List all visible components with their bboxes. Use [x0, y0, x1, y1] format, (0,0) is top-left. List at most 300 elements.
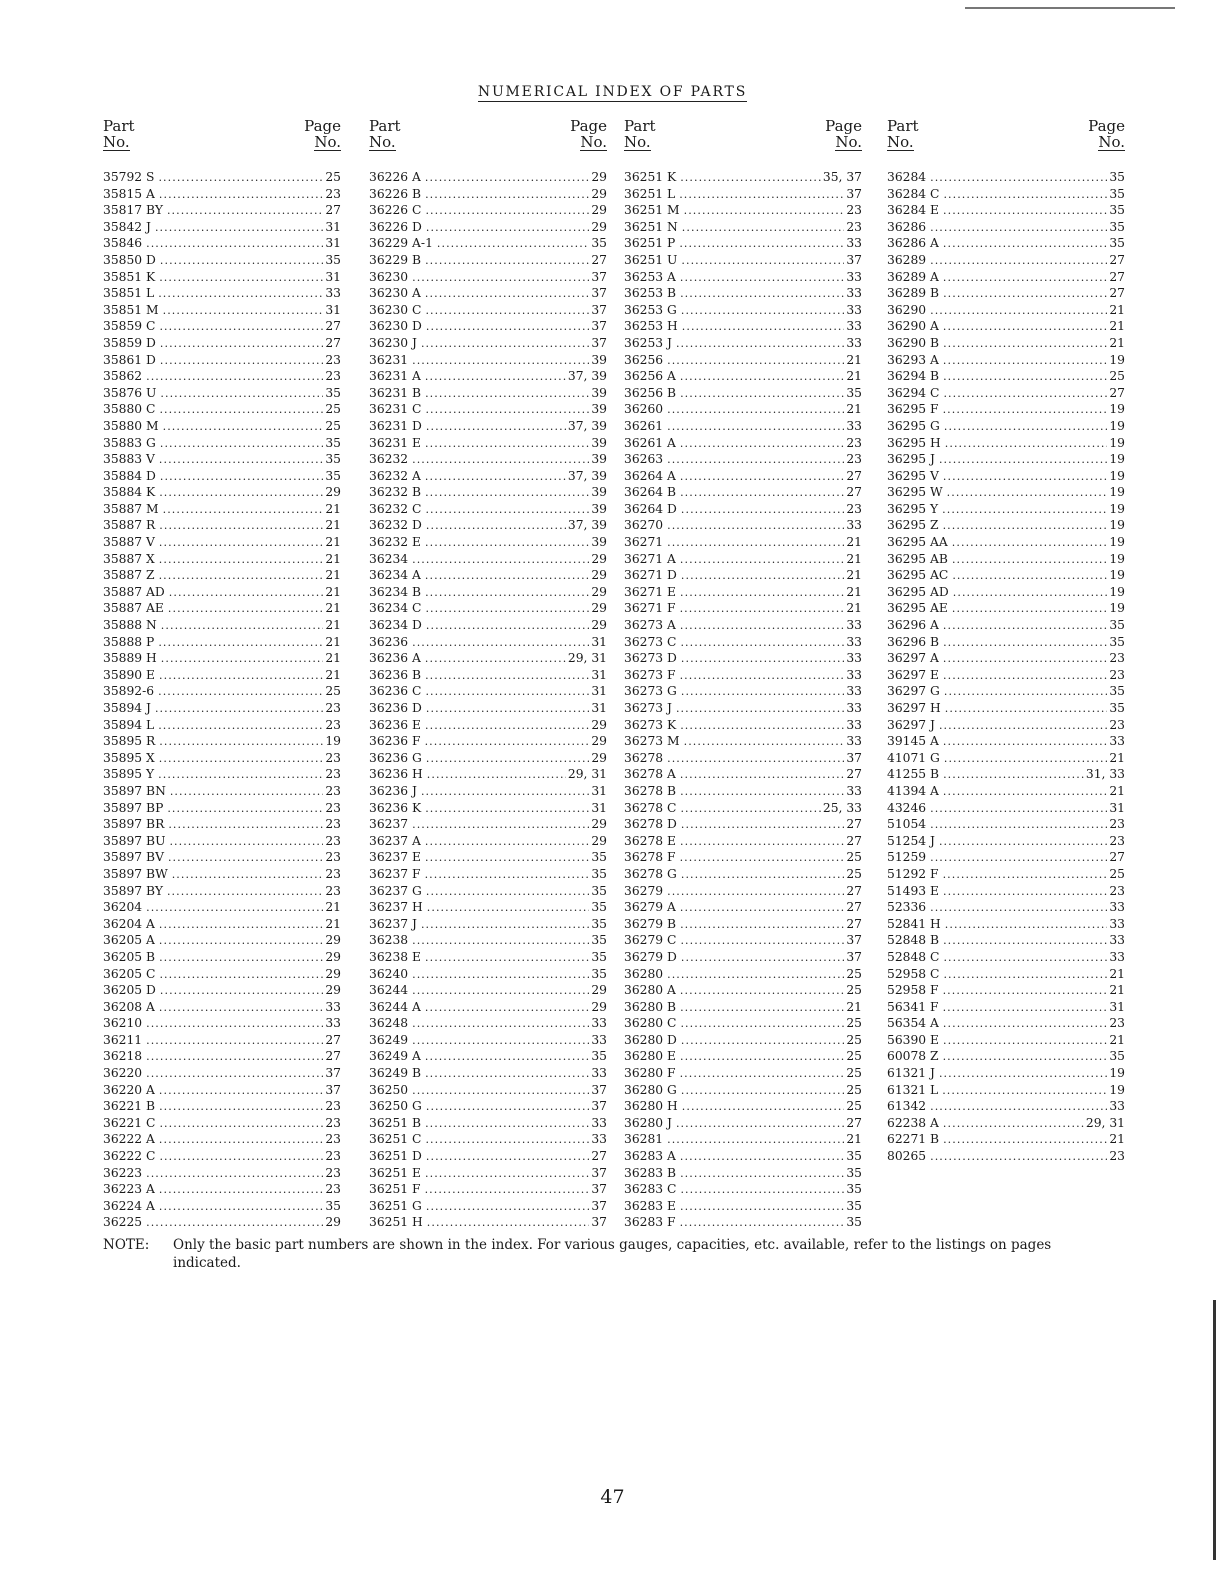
page-number: 47	[600, 1486, 625, 1508]
part-number: 36278 D	[624, 817, 677, 832]
index-entry	[887, 285, 1125, 302]
footnote	[103, 1236, 1103, 1272]
index-entry	[887, 1131, 1125, 1148]
part-number: 36236 C	[369, 684, 422, 699]
page-reference: 29, 31	[1085, 1115, 1125, 1130]
part-number: 35859 C	[103, 319, 156, 334]
index-entry	[624, 484, 862, 501]
part-number: 36284 C	[887, 186, 940, 201]
dot-leader	[680, 1198, 844, 1215]
page-reference: 33	[846, 269, 862, 284]
part-number: 36286	[887, 219, 927, 234]
index-entry	[887, 667, 1125, 684]
index-entry	[887, 202, 1125, 219]
page-reference: 25	[846, 1016, 862, 1031]
index-entry	[624, 932, 862, 949]
index-entry	[887, 883, 1125, 900]
page-reference: 19	[1109, 402, 1125, 417]
dot-leader	[680, 766, 844, 783]
page-reference: 21	[325, 535, 341, 550]
page-reference: 19	[1109, 518, 1125, 533]
index-entry	[369, 750, 607, 767]
index-entry	[624, 235, 862, 252]
dot-leader	[680, 717, 844, 734]
part-header-sub: No.	[624, 133, 651, 151]
index-entry	[624, 1065, 862, 1082]
index-entry	[369, 352, 607, 369]
dot-leader	[158, 169, 323, 186]
page-reference: 27	[325, 1049, 341, 1064]
dot-leader	[680, 999, 844, 1016]
dot-leader	[425, 252, 589, 269]
part-number: 36240	[369, 966, 409, 981]
dot-leader	[412, 932, 589, 949]
dot-leader	[680, 833, 844, 850]
page-reference: 19	[1109, 551, 1125, 566]
part-number: 35817 BY	[103, 203, 163, 218]
dot-leader	[943, 866, 1108, 883]
part-number: 35887 V	[103, 535, 155, 550]
part-number: 36223	[103, 1165, 143, 1180]
dot-leader	[953, 584, 1108, 601]
page-reference: 31, 33	[1085, 767, 1125, 782]
dot-leader	[676, 700, 844, 717]
page-reference: 39	[591, 402, 607, 417]
dot-leader	[146, 235, 323, 252]
part-number: 36280	[624, 966, 664, 981]
page-reference: 23	[325, 767, 341, 782]
dot-leader	[943, 783, 1107, 800]
index-entry	[369, 1181, 607, 1198]
dot-leader	[146, 1165, 323, 1182]
page-reference: 29	[591, 750, 607, 765]
part-number: 36236 K	[369, 800, 422, 815]
index-entry	[624, 783, 862, 800]
dot-leader	[170, 783, 324, 800]
page-reference: 29	[325, 983, 341, 998]
part-number: 36251 B	[369, 1115, 422, 1130]
dot-leader	[426, 1148, 589, 1165]
part-number: 35815 A	[103, 186, 155, 201]
index-entry	[103, 999, 341, 1016]
index-entry	[369, 1165, 607, 1182]
part-number: 35897 BV	[103, 850, 164, 865]
dot-leader	[159, 999, 323, 1016]
page-reference: 35	[591, 866, 607, 881]
dot-leader	[426, 517, 566, 534]
dot-leader	[939, 451, 1107, 468]
part-number: 36297 H	[887, 701, 941, 715]
part-number: 35850 D	[103, 252, 156, 267]
part-number: 35884 D	[103, 468, 156, 483]
dot-leader	[930, 800, 1107, 817]
part-number: 36231 D	[369, 418, 422, 433]
page-reference: 21	[325, 618, 341, 633]
part-number: 36236 H	[369, 767, 423, 782]
index-entry	[103, 584, 341, 601]
page-reference: 35	[325, 385, 341, 400]
index-entry	[103, 551, 341, 568]
page-reference: 31	[591, 667, 607, 682]
dot-leader	[159, 186, 323, 203]
part-number: 36273 M	[624, 734, 680, 749]
part-number: 35883 V	[103, 452, 155, 467]
page-reference: 25	[846, 850, 862, 865]
index-entry	[887, 368, 1125, 385]
part-number: 36210	[103, 1016, 143, 1031]
part-number: 36294 B	[887, 369, 940, 384]
index-entry	[624, 750, 862, 767]
index-entry	[369, 1131, 607, 1148]
page-reference: 35	[1109, 219, 1125, 234]
dot-leader	[163, 302, 324, 319]
dot-leader	[159, 534, 323, 551]
page-reference: 21	[1109, 783, 1125, 798]
index-entry	[624, 899, 862, 916]
index-entry	[887, 1032, 1125, 1049]
dot-leader	[680, 982, 844, 999]
page-reference: 31	[591, 701, 607, 715]
dot-leader	[159, 733, 323, 750]
page-reference: 23	[325, 1115, 341, 1130]
page-reference: 37	[591, 335, 607, 350]
page-reference: 35	[1109, 634, 1125, 649]
index-entry	[103, 883, 341, 900]
part-number: 62238 A	[887, 1115, 939, 1130]
page-reference: 39	[591, 435, 607, 450]
dot-leader	[146, 899, 323, 916]
dot-leader	[667, 517, 844, 534]
page-reference: 23	[325, 352, 341, 367]
part-number: 36297 J	[887, 717, 935, 732]
dot-leader	[680, 1048, 844, 1065]
index-entry	[887, 169, 1125, 186]
part-number: 36271 E	[624, 584, 677, 599]
page-reference: 27	[846, 916, 862, 931]
index-entry	[624, 1148, 862, 1165]
dot-leader	[945, 435, 1108, 452]
part-number: 36280 G	[624, 1082, 677, 1097]
index-entry	[887, 385, 1125, 402]
dot-leader	[943, 385, 1107, 402]
dot-leader	[426, 318, 589, 335]
page-reference: 33	[846, 286, 862, 301]
page-reference: 19	[1109, 501, 1125, 516]
page-reference: 37	[591, 286, 607, 301]
page-header-label: Page	[825, 117, 862, 135]
part-no-header	[624, 118, 656, 151]
page-reference: 21	[325, 900, 341, 915]
dot-leader	[667, 534, 844, 551]
part-number: 35883 G	[103, 435, 156, 450]
index-entry	[369, 202, 607, 219]
dot-leader	[930, 169, 1107, 186]
index-entry	[624, 982, 862, 999]
index-entry	[624, 169, 862, 186]
page-reference: 29	[325, 966, 341, 981]
dot-leader	[952, 534, 1108, 551]
part-number: 36295 J	[887, 452, 935, 467]
index-entry	[887, 766, 1125, 783]
dot-leader	[425, 484, 589, 501]
part-number: 36295 G	[887, 418, 940, 433]
dot-leader	[159, 932, 323, 949]
index-entry	[103, 451, 341, 468]
dot-leader	[943, 285, 1107, 302]
index-entry	[887, 634, 1125, 651]
page-reference: 25	[1109, 369, 1125, 384]
page-reference: 37	[325, 1066, 341, 1081]
dot-leader	[930, 849, 1107, 866]
part-number: 36297 A	[887, 651, 939, 666]
index-entry	[103, 269, 341, 286]
part-number: 36295 AB	[887, 551, 948, 566]
dot-leader	[427, 1214, 590, 1231]
index-entry	[624, 916, 862, 933]
page-reference: 19	[1109, 601, 1125, 616]
dot-leader	[930, 302, 1107, 319]
dot-leader	[943, 1015, 1107, 1032]
page-reference: 25	[325, 684, 341, 699]
page-reference: 21	[325, 584, 341, 599]
page-reference: 35	[325, 435, 341, 450]
page-reference: 21	[1109, 966, 1125, 981]
part-number: 35887 R	[103, 518, 156, 533]
dot-leader	[160, 385, 323, 402]
part-number: 35880 C	[103, 402, 156, 417]
part-number: 36283 C	[624, 1182, 677, 1197]
index-entry	[369, 1032, 607, 1049]
page-reference: 33	[591, 1066, 607, 1081]
page-reference: 19	[1109, 1066, 1125, 1081]
page-reference: 35	[591, 236, 607, 251]
part-number: 35887 X	[103, 551, 155, 566]
page-reference: 33	[846, 236, 862, 251]
index-entry	[369, 1115, 607, 1132]
page-reference: 35	[1109, 203, 1125, 218]
part-header-label: Part	[369, 117, 401, 135]
page-reference: 23	[1109, 817, 1125, 832]
index-entry	[887, 700, 1125, 717]
page-reference: 35	[1109, 186, 1125, 201]
page-reference: 37	[591, 1198, 607, 1213]
dot-leader	[680, 1214, 845, 1231]
part-number: 35894 L	[103, 717, 155, 732]
page-reference: 37	[846, 252, 862, 267]
page-reference: 25	[846, 966, 862, 981]
page-reference: 21	[846, 584, 862, 599]
index-entry	[887, 866, 1125, 883]
part-number: 36234	[369, 551, 409, 566]
dot-leader	[425, 169, 589, 186]
dot-leader	[159, 401, 323, 418]
part-number: 35792 S	[103, 170, 155, 184]
part-number: 35897 BU	[103, 833, 166, 848]
part-number: 36280 H	[624, 1099, 678, 1114]
dot-leader	[425, 401, 589, 418]
entry-list	[369, 169, 607, 1231]
dot-leader	[680, 468, 844, 485]
dot-leader	[943, 368, 1107, 385]
dot-leader	[158, 766, 323, 783]
page-reference: 21	[325, 501, 341, 516]
page-reference: 25	[846, 866, 862, 881]
page-reference: 31	[591, 684, 607, 699]
dot-leader	[667, 451, 844, 468]
page-reference: 35	[591, 883, 607, 898]
page-reference: 23	[325, 850, 341, 865]
dot-leader	[159, 1148, 323, 1165]
page-reference: 21	[325, 551, 341, 566]
index-entry	[887, 750, 1125, 767]
part-number: 36278 C	[624, 800, 677, 815]
page-reference: 21	[846, 601, 862, 616]
page-reference: 35	[1109, 701, 1125, 715]
index-entry	[103, 600, 341, 617]
index-entry	[887, 401, 1125, 418]
index-entry	[887, 783, 1125, 800]
page-reference: 29	[591, 717, 607, 732]
part-number: 36264 D	[624, 501, 677, 516]
page-reference: 35	[591, 1049, 607, 1064]
page-header-sub: No.	[1098, 133, 1125, 151]
dot-leader	[167, 883, 323, 900]
dot-leader	[425, 285, 589, 302]
dot-leader	[681, 683, 844, 700]
index-entry	[624, 1165, 862, 1182]
index-entry	[887, 551, 1125, 568]
dot-leader	[680, 617, 844, 634]
page-reference: 21	[1109, 1032, 1125, 1047]
index-entry	[369, 600, 607, 617]
part-number: 36278 E	[624, 833, 677, 848]
index-entry	[103, 1098, 341, 1115]
part-number: 35888 N	[103, 618, 157, 633]
part-number: 56341 F	[887, 999, 939, 1014]
index-entry	[369, 717, 607, 734]
dot-leader	[412, 966, 589, 983]
dot-leader	[146, 1048, 323, 1065]
index-entry	[887, 1148, 1125, 1165]
index-entry	[103, 1082, 341, 1099]
part-number: 36256 B	[624, 385, 677, 400]
page-reference: 19	[1109, 418, 1125, 433]
page-reference: 35	[846, 385, 862, 400]
part-number: 36211	[103, 1032, 143, 1047]
page-no-header	[304, 118, 341, 151]
part-number: 36295 W	[887, 485, 943, 500]
page-reference: 29, 31	[567, 767, 607, 782]
page-reference: 19	[1109, 485, 1125, 500]
dot-leader	[943, 932, 1107, 949]
part-number: 36237 H	[369, 900, 423, 915]
part-number: 36253 A	[624, 269, 676, 284]
page-reference: 33	[846, 518, 862, 533]
part-number: 61342	[887, 1099, 927, 1114]
dot-leader	[425, 1131, 589, 1148]
part-number: 36236 G	[369, 750, 422, 765]
page-reference: 37, 39	[567, 518, 607, 533]
dot-leader	[160, 982, 323, 999]
index-entry	[887, 849, 1125, 866]
index-entry	[887, 318, 1125, 335]
index-entry	[624, 318, 862, 335]
part-number: 35889 H	[103, 651, 157, 666]
page-reference: 29	[591, 999, 607, 1014]
page-reference: 35	[1109, 170, 1125, 184]
index-entry	[369, 999, 607, 1016]
index-entry	[103, 617, 341, 634]
index-entry	[887, 484, 1125, 501]
page-reference: 27	[1109, 269, 1125, 284]
page-reference: 25	[846, 1066, 862, 1081]
page-reference: 33	[1109, 933, 1125, 948]
dot-leader	[425, 468, 566, 485]
index-entry	[624, 435, 862, 452]
dot-leader	[680, 584, 844, 601]
part-number: 36293 A	[887, 352, 939, 367]
dot-leader	[161, 617, 324, 634]
part-number: 36236 B	[369, 667, 422, 682]
dot-leader	[680, 783, 844, 800]
dot-leader	[943, 949, 1107, 966]
page-reference: 33	[591, 1032, 607, 1047]
page-reference: 35	[846, 1165, 862, 1180]
index-entry	[369, 169, 607, 186]
part-number: 35861 D	[103, 352, 156, 367]
index-entry	[887, 252, 1125, 269]
index-entry	[887, 517, 1125, 534]
dot-leader	[942, 501, 1107, 518]
part-number: 36261 A	[624, 435, 676, 450]
index-entry	[103, 1198, 341, 1215]
page-reference: 27	[325, 1032, 341, 1047]
note-label: NOTE:	[103, 1237, 150, 1253]
page-reference: 29	[591, 551, 607, 566]
page-reference: 27	[591, 1149, 607, 1164]
page-reference: 21	[846, 568, 862, 583]
part-number: 80265	[887, 1149, 927, 1164]
dot-leader	[425, 1048, 589, 1065]
page-reference: 23	[325, 1132, 341, 1147]
part-number: 36204 A	[103, 916, 155, 931]
index-entry	[887, 617, 1125, 634]
dot-leader	[930, 899, 1107, 916]
top-edge-rule	[965, 7, 1175, 9]
dot-leader	[159, 667, 323, 684]
part-number: 62271 B	[887, 1132, 940, 1147]
dot-leader	[681, 1082, 844, 1099]
index-entry	[103, 916, 341, 933]
index-entry	[887, 584, 1125, 601]
part-number: 35876 U	[103, 385, 157, 400]
dot-leader	[943, 1032, 1107, 1049]
page-reference: 23	[325, 883, 341, 898]
dot-leader	[412, 1082, 589, 1099]
index-entry	[103, 202, 341, 219]
page-reference: 21	[1109, 319, 1125, 334]
dot-leader	[680, 435, 844, 452]
part-number: 35887 AD	[103, 584, 165, 599]
index-entry	[103, 899, 341, 916]
page-reference: 23	[846, 219, 862, 234]
page-reference: 33	[1109, 1099, 1125, 1114]
page-reference: 25	[846, 1082, 862, 1097]
part-number: 36256 A	[624, 369, 676, 384]
page-reference: 21	[1109, 750, 1125, 765]
part-number: 61321 J	[887, 1066, 935, 1081]
page-reference: 21	[325, 916, 341, 931]
